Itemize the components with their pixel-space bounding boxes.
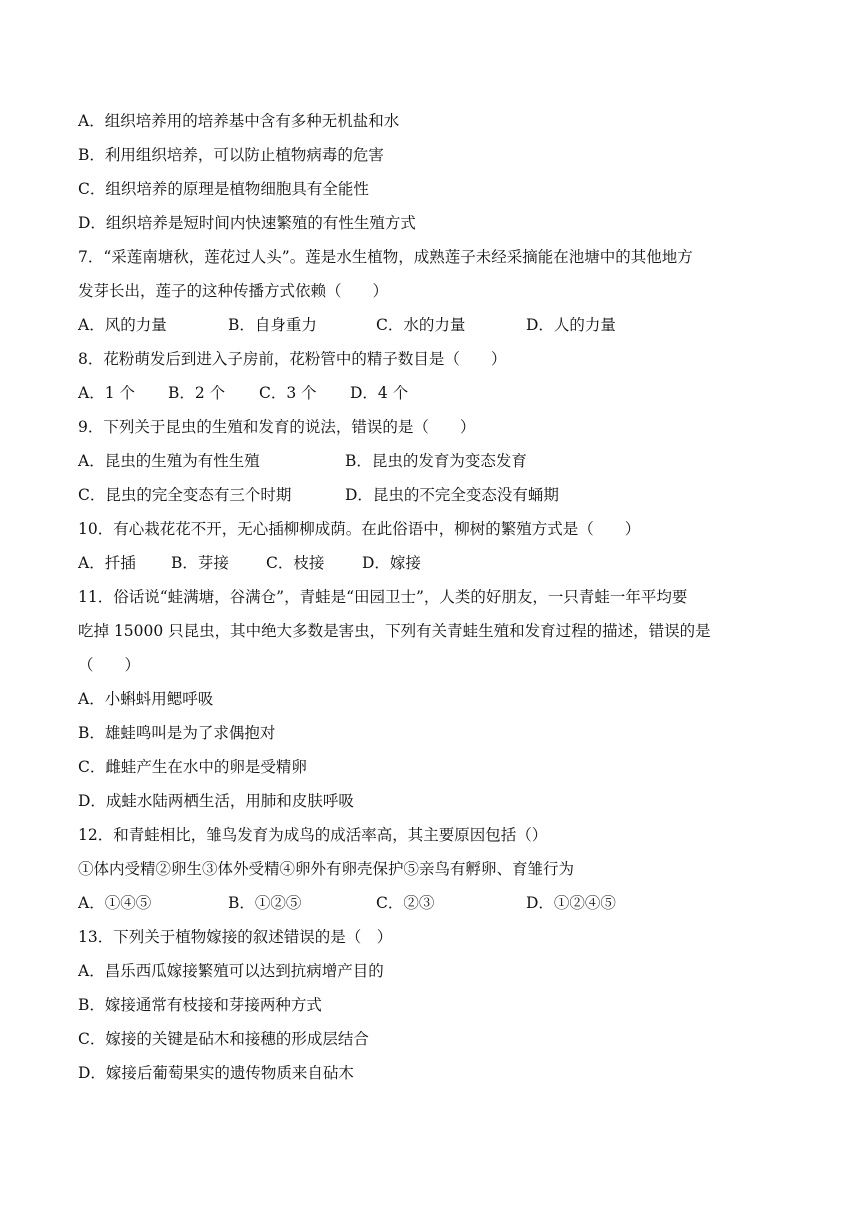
q13-option-d: D．嫁接后葡萄果实的遗传物质来自砧木	[78, 1064, 354, 1082]
q7-option-d: D．人的力量	[526, 316, 616, 334]
q6-option-b: B．利用组织培养，可以防止植物病毒的危害	[78, 146, 384, 164]
q11-stem-line3: （ ）	[78, 656, 141, 674]
q12-option-c: C．②③	[376, 894, 435, 912]
q10-option-d: D．嫁接	[362, 554, 421, 572]
q10-option-b: B．芽接	[171, 554, 229, 572]
q12-option-a: A．①④⑤	[78, 894, 152, 912]
q13-stem: 13．下列关于植物嫁接的叙述错误的是（ ）	[78, 928, 393, 946]
q10-stem: 10．有心栽花花不开，无心插柳柳成荫。在此俗语中，柳树的繁殖方式是（ ）	[78, 520, 641, 538]
q9-option-c: C．昆虫的完全变态有三个时期	[78, 486, 292, 504]
q7-option-a: A．风的力量	[78, 316, 167, 334]
q13-option-c: C．嫁接的关键是砧木和接穗的形成层结合	[78, 1030, 369, 1048]
q13-option-a: A．昌乐西瓜嫁接繁殖可以达到抗病增产目的	[78, 962, 384, 980]
q8-option-b: B．2 个	[168, 384, 226, 402]
q11-option-c: C．雌蛙产生在水中的卵是受精卵	[78, 758, 307, 776]
q8-option-d: D．4 个	[350, 384, 409, 402]
q7-stem-line2: 发芽长出，莲子的这种传播方式依赖（ ）	[78, 282, 389, 300]
q7-stem-line1: 7．“采莲南塘秋，莲花过人头”。莲是水生植物，成熟莲子未经采摘能在池塘中的其他地方	[78, 248, 693, 266]
q7-option-b: B．自身重力	[228, 316, 317, 334]
q6-option-d: D．组织培养是短时间内快速繁殖的有性生殖方式	[78, 214, 416, 232]
q13-option-b: B．嫁接通常有枝接和芽接两种方式	[78, 996, 322, 1014]
q10-option-c: C．枝接	[266, 554, 325, 572]
q11-stem-line1: 11．俗话说“蛙满塘，谷满仓”，青蛙是“田园卫士”，人类的好朋友，一只青蛙一年平均要	[78, 588, 688, 606]
q9-stem: 9．下列关于昆虫的生殖和发育的说法，错误的是（ ）	[78, 418, 476, 436]
q11-option-b: B．雄蛙鸣叫是为了求偶抱对	[78, 724, 276, 742]
q8-stem: 8．花粉萌发后到进入子房前，花粉管中的精子数目是（ ）	[78, 350, 507, 368]
q6-option-c: C．组织培养的原理是植物细胞具有全能性	[78, 180, 369, 198]
q6-option-a: A．组织培养用的培养基中含有多种无机盐和水	[78, 112, 400, 130]
q8-option-c: C．3 个	[259, 384, 317, 402]
q9-option-b: B．昆虫的发育为变态发育	[345, 452, 527, 470]
q11-option-a: A．小蝌蚪用鳃呼吸	[78, 690, 214, 708]
q10-option-a: A．扦插	[78, 554, 136, 572]
q7-option-c: C．水的力量	[376, 316, 466, 334]
q12-stem: 12．和青蛙相比，雏鸟发育为成鸟的成活率高，其主要原因包括（）	[78, 826, 548, 844]
q9-option-a: A．昆虫的生殖为有性生殖	[78, 452, 260, 470]
q11-stem-line2: 吃掉 15000 只昆虫，其中绝大多数是害虫，下列有关青蛙生殖和发育过程的描述，错误的是	[78, 622, 711, 640]
q12-option-d: D．①②④⑤	[526, 894, 616, 912]
q12-items: ①体内受精②卵生③体外受精④卵外有卵壳保护⑤亲鸟有孵卵、育雏行为	[78, 860, 575, 878]
q11-option-d: D．成蛙水陆两栖生活，用肺和皮肤呼吸	[78, 792, 354, 810]
q12-option-b: B．①②⑤	[228, 894, 302, 912]
q9-option-d: D．昆虫的不完全变态没有蛹期	[345, 486, 559, 504]
q8-option-a: A．1 个	[78, 384, 135, 402]
